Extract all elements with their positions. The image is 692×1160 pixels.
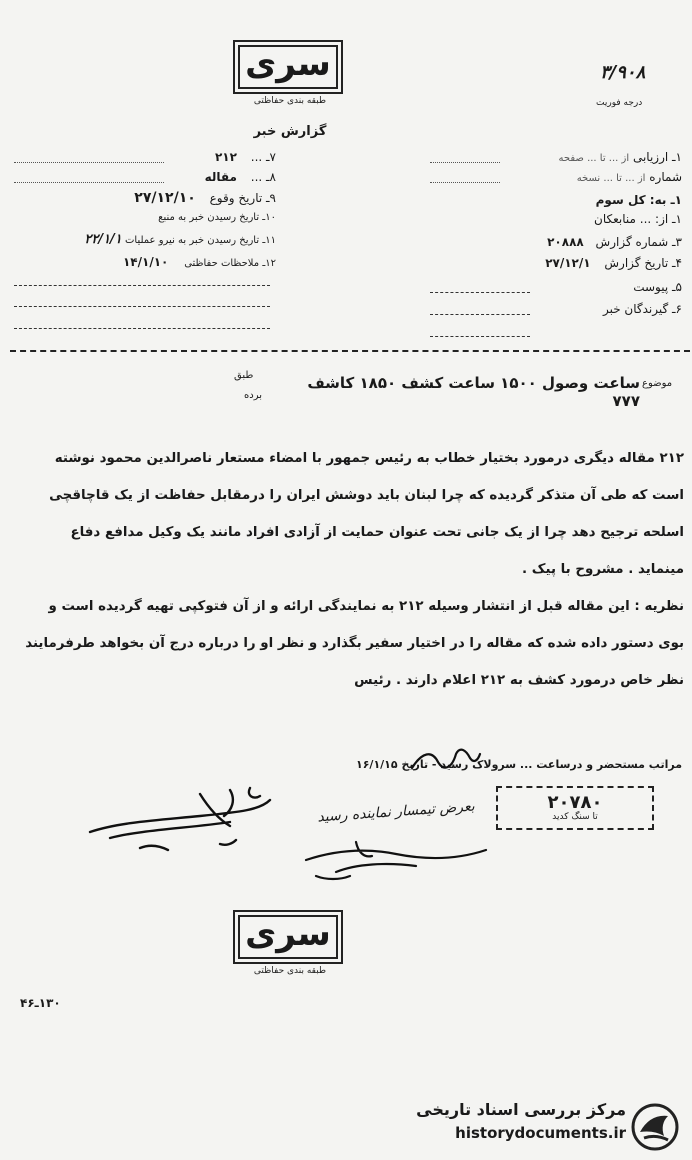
signature-left — [80, 770, 280, 860]
classification-stamp-bottom — [233, 910, 343, 964]
footer-note: مراتب مستحضر و درساعت ... سرولاک رسید - تاریخ ۱۶/۱/۱۵ — [356, 758, 682, 771]
field-9 — [14, 190, 276, 206]
signature-date-scribble — [406, 740, 486, 780]
field-label: ۴ـ تاریخ گزارش — [604, 256, 682, 270]
field-report-number — [430, 235, 682, 249]
field-rule — [14, 162, 164, 163]
field-rule — [14, 306, 270, 307]
header-separator — [10, 350, 690, 352]
field-value: از ... تا ... نسخه — [576, 173, 646, 184]
field-label: شماره — [649, 170, 682, 184]
watermark-url: historydocuments.ir — [455, 1124, 626, 1142]
field-label: ۵ـ پیوست — [633, 280, 682, 294]
field-rule — [430, 336, 530, 337]
field-value: ۲۲/۱/۱ — [84, 232, 122, 247]
body-line: ۲۱۲ مقاله دیگری درمورد بختیار خطاب به رئیس جمهور با امضاء مستعار ناصرالدین محمود نوشته — [54, 451, 684, 466]
field-label: ۶ـ گیرندگان خبر — [602, 302, 682, 316]
received-stamp-caption: تا سنگ کدید — [552, 812, 598, 822]
body-line: اسلحه ترجیح دهد چرا از یک جانی تحت عنوان حمایت از آزادی افراد مانند یک وکیل مدافع دفاع — [70, 525, 684, 540]
field-rule — [430, 292, 530, 293]
priority-number: ۳/۹۰۸ — [600, 62, 646, 83]
classification-caption: طبقه بندی حفاظتی — [253, 966, 327, 976]
field-label: ۱۱ـ تاریخ رسیدن خبر به نیرو عملیات — [124, 235, 276, 246]
field-label: ۸ـ ... — [250, 170, 276, 184]
field-11 — [14, 232, 276, 247]
field-rule — [14, 328, 270, 329]
field-value: ۲۱۲ — [214, 150, 237, 164]
field-label: ۱ـ ارزیابی — [632, 150, 682, 164]
classification-word: سری — [245, 44, 331, 84]
priority-caption: درجه فوریت — [596, 98, 643, 108]
report-title: گزارش خبر — [253, 124, 327, 139]
field-value: ۲۷/۱۲/۱ — [545, 256, 591, 270]
subject-text: ساعت وصول ۱۵۰۰ ساعت کشف ۱۸۵۰ کاشف ۷۷۷ — [307, 374, 640, 410]
body-line: مینماید . مشروح با پیک . — [522, 562, 684, 577]
field-label: ۱۰ـ تاریخ رسیدن خبر به منبع — [158, 212, 276, 223]
field-value: از ... تا ... صفحه — [558, 153, 630, 164]
field-to — [430, 193, 682, 207]
signature-center — [296, 820, 496, 890]
subject-side-label: برده — [244, 390, 262, 401]
watermark-title: مرکز بررسی اسناد تاریخی — [416, 1100, 626, 1119]
field-label: ۷ـ ... — [250, 150, 276, 164]
body-line: نظر خاص درمورد کشف به ۲۱۲ اعلام دارند . رئیس — [354, 673, 684, 688]
field-rule — [430, 314, 530, 315]
field-rule — [430, 162, 500, 163]
field-label: ۹ـ تاریخ وقوع — [209, 191, 276, 205]
body-line: است که طی آن متذکر گردیده که چرا لبنان باید دوشش ایران را درمقابل حفاظت از یک قاچاقچی — [49, 488, 684, 503]
field-label: ۱ـ به: کل سوم — [595, 193, 682, 207]
field-label: ۱۲ـ ملاحظات حفاظتی — [184, 258, 276, 269]
classification-stamp-top — [233, 40, 343, 94]
field-report-date — [430, 256, 682, 270]
history-documents-logo-icon — [630, 1102, 680, 1152]
field-rule — [14, 285, 270, 286]
received-stamp-box — [496, 786, 654, 830]
field-12 — [14, 255, 276, 269]
handwritten-note: بعرض تیمسار نماینده رسید — [316, 798, 476, 826]
field-from — [430, 212, 682, 226]
field-rule — [14, 182, 164, 183]
classification-caption: طبقه بندی حفاظتی — [253, 96, 327, 106]
field-value: ۲۰۸۸۸ — [547, 235, 584, 249]
field-rule — [430, 182, 500, 183]
field-value: مقاله — [204, 170, 237, 184]
field-value: ۱۴/۱/۱۰ — [122, 255, 169, 269]
body-line: نظریه : این مقاله قبل از انتشار وسیله ۲۱۲ به نمایندگی ارائه و از آن فتوکپی تهیه گردیده است و — [48, 599, 684, 614]
received-stamp-number: ۲۰۷۸۰ — [547, 792, 603, 813]
subject-side-label: طبق — [234, 370, 254, 381]
field-label: ۳ـ شماره گزارش — [595, 235, 682, 249]
body-line: بوی دستور داده شده که مقاله را در اختیار سفیر بگذارد و نظر او را درباره درج آن بخواهد طرفرمایند — [25, 636, 684, 651]
field-10 — [14, 212, 276, 223]
page-number: ۱۳۰ـ۴۶ — [20, 996, 61, 1010]
field-value: ۲۷/۱۲/۱۰ — [134, 190, 196, 206]
subject-label: موضوع — [642, 378, 673, 389]
classification-word: سری — [245, 914, 331, 954]
field-label: ۱ـ از: ... منابعکان — [594, 212, 682, 226]
